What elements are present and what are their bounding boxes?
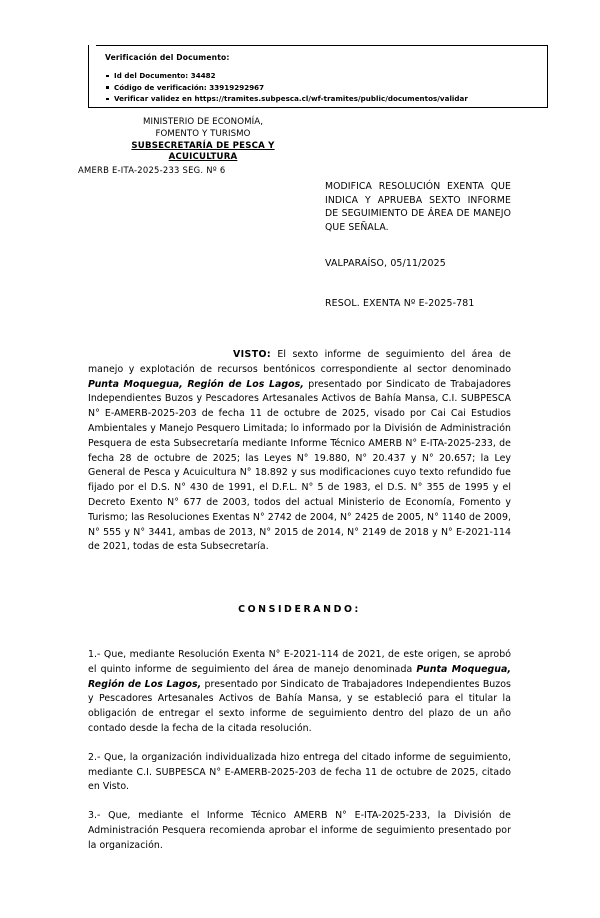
verification-item-code: Código de verificación: 33919292967 — [105, 82, 468, 94]
considerando-item-1-area-name: Punta Moquegua, Región de Los Lagos, — [88, 663, 511, 690]
verification-box-notch — [89, 44, 96, 47]
verification-item-id: Id del Documento: 34482 — [105, 70, 468, 82]
verification-item-url: Verificar validez en https://tramites.subpesca.cl/wf-tramites/public/documentos/validar — [105, 93, 468, 105]
verification-list — [105, 70, 468, 105]
document-reference-code: AMERB E-ITA-2025-233 SEG. Nº 6 — [78, 165, 226, 176]
ministry-line-2: FOMENTO Y TURISMO — [155, 128, 251, 139]
considerando-section — [88, 648, 511, 868]
visto-paragraph — [88, 348, 511, 555]
verification-title: Verificación del Documento: — [105, 53, 230, 62]
visto-text-1: El sexto informe de seguimiento del área de manejo y explotación de recursos bentónicos correspondiente al sector denominado — [88, 349, 511, 375]
subsecretary-line-2: ACUICULTURA — [168, 152, 238, 163]
visto-text-2: presentado por Sindicato de Trabajadores Independientes Buzos y Pescadores Artesanales Activos de Bahía Mansa, C.I. SUBPESCA N° E-AMERB-2025-203 de fecha 11 de octubre de 2025, visado por Cai Cai Estudios Ambientales y Manejo Pesquero Limitada; lo informado por la División de Administración Pesquera de esta Subsecretaría mediante Informe Técnico AMERB N° E-ITA-2025-233, de fecha 28 de octubre de 2025; las Leyes N° 19.880, N° 20.437 y N° 20.657; la Ley General de Pesca y Acuicultura N° 18.892 y sus modificaciones cuyo texto refundido fue fijado por el D.S. N° 430 de 1991, el D.F.L. N° 5 de 1983, el D.S. N° 355 de 1995 y el Decreto Exento N° 677 de 2003, todos del actual Ministerio de Economía, Fomento y Turismo; las Resoluciones Exentas N° 2742 de 2004, N° 2425 de 2005, N° 1140 de 2009, N° 555 y N° 3441, ambas de 2013, N° 2015 de 2014, N° 2149 de 2018 y N° E-2021-114 de 2021, todas de esta Subsecretaría. — [88, 378, 511, 553]
resolution-number: RESOL. EXENTA Nº E-2025-781 — [325, 298, 475, 309]
place-and-date: VALPARAÍSO, 05/11/2025 — [325, 258, 446, 269]
ministry-line-1: MINISTERIO DE ECONOMÍA, — [142, 117, 264, 127]
considerando-item-1 — [88, 648, 511, 737]
resolution-subject: MODIFICA RESOLUCIÓN EXENTA QUE INDICA Y APRUEBA SEXTO INFORME DE SEGUIMIENTO DE ÁREA DE MANEJO QUE SEÑALA. — [325, 181, 511, 233]
verification-box — [88, 45, 548, 108]
letterhead — [78, 117, 328, 177]
considerando-item-1-text-1: 1.- Que, mediante Resolución Exenta N° E-2021-114 de 2021, de este origen, se aprobó el quinto informe de seguimiento del área de manejo denominada — [88, 649, 511, 675]
considerando-item-3: 3.- Que, mediante el Informe Técnico AMERB N° E-ITA-2025-233, la División de Administración Pesquera recomienda aprobar el informe de seguimiento presentado por la organización. — [88, 810, 511, 851]
considerando-heading: CONSIDERANDO: — [238, 604, 361, 615]
visto-area-name: Punta Moquegua, Región de Los Lagos, — [88, 378, 304, 390]
visto-section — [88, 348, 511, 569]
visto-label: VISTO: — [233, 349, 272, 360]
considerando-item-1-text-2: presentado por Sindicato de Trabajadores Independientes Buzos y Pescadores Artesanales Activos de Bahía Mansa, y se estableció para el titular la obligación de entregar el sexto informe de seguimiento dentro del plazo de un año contado desde la fecha de la citada resolución. — [88, 678, 511, 734]
subsecretary-line-1: SUBSECRETARÍA DE PESCA Y — [131, 140, 275, 151]
considerando-item-2: 2.- Que, la organización individualizada hizo entrega del citado informe de seguimiento, mediante C.I. SUBPESCA N° E-AMERB-2025-203 de fecha 11 de octubre de 2025, citado en Visto. — [88, 751, 511, 793]
